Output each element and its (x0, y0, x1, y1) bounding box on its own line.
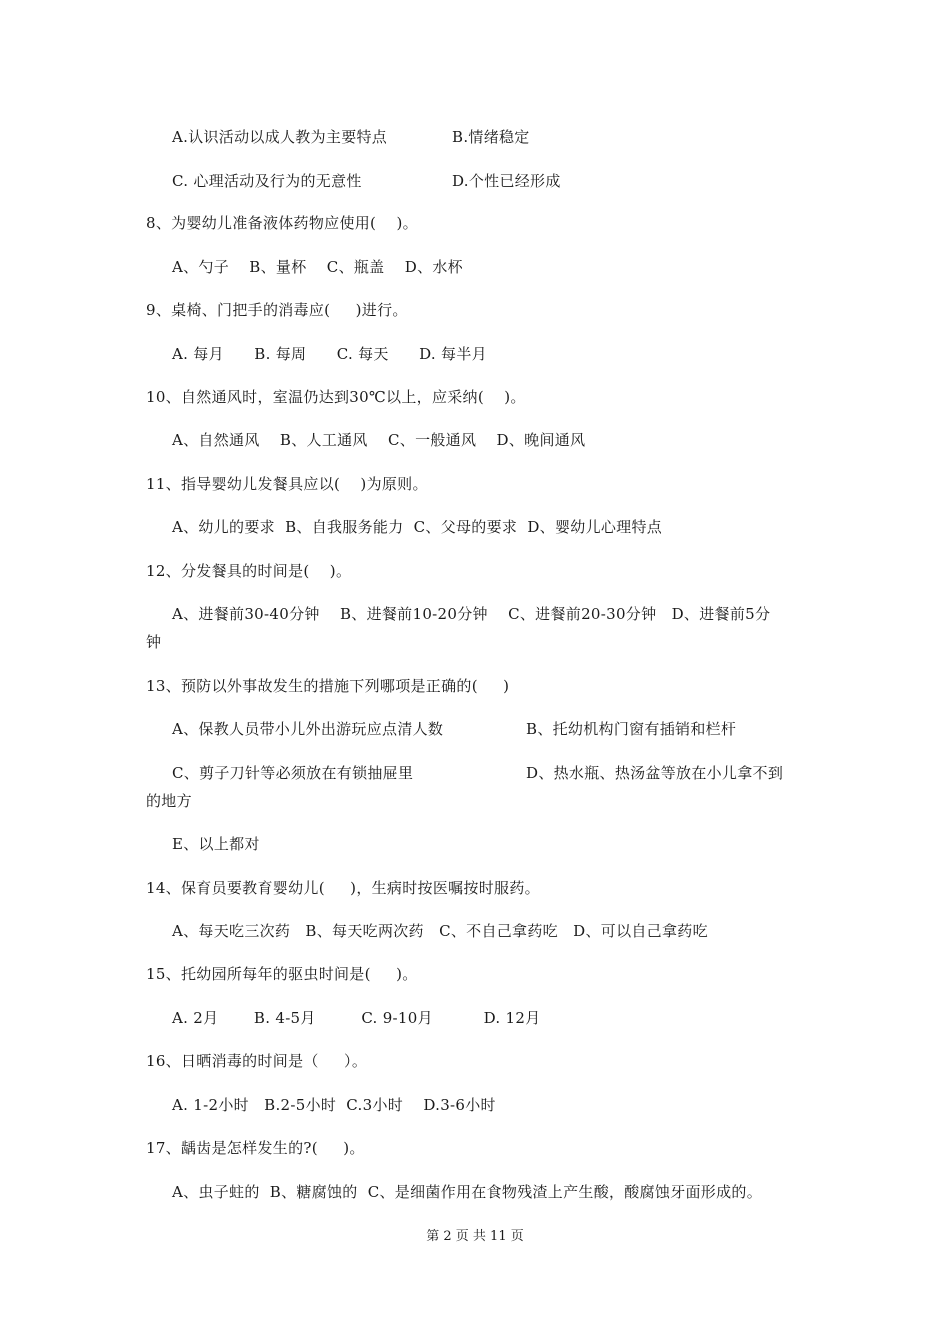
q9-options: A. 每月 B. 每周 C. 每天 D. 每半月 (172, 345, 487, 363)
q13-option-e: E、以上都对 (172, 835, 260, 853)
q7-option-d: D.个性已经形成 (452, 172, 561, 190)
q13-option-d-wrap: 的地方 (146, 792, 192, 810)
q15-options: A. 2月 B. 4-5月 C. 9-10月 D. 12月 (172, 1009, 541, 1027)
question-8: 8、为婴幼儿准备液体药物应使用( )。 (146, 214, 418, 232)
q14-options: A、每天吃三次药 B、每天吃两次药 C、不自己拿药吃 D、可以自己拿药吃 (172, 922, 708, 940)
question-10: 10、自然通风时，室温仍达到30℃以上，应采纳( )。 (146, 388, 526, 406)
q16-options: A. 1-2小时 B.2-5小时 C.3小时 D.3-6小时 (172, 1096, 496, 1114)
q7-option-c: C. 心理活动及行为的无意性 (172, 172, 362, 190)
q12-options-wrap: 钟 (146, 633, 162, 651)
q12-options: A、进餐前30-40分钟 B、进餐前10-20分钟 C、进餐前20-30分钟 D、进餐前5分 (172, 605, 771, 623)
question-16: 16、日晒消毒的时间是（ ）。 (146, 1052, 368, 1070)
q11-options: A、幼儿的要求 B、自我服务能力 C、父母的要求 D、婴幼儿心理特点 (172, 518, 663, 536)
question-15: 15、托幼园所每年的驱虫时间是( )。 (146, 965, 418, 983)
question-14: 14、保育员要教育婴幼儿( )，生病时按医嘱按时服药。 (146, 879, 540, 897)
q7-option-a: A.认识活动以成人教为主要特点 (172, 128, 388, 146)
question-12: 12、分发餐具的时间是( )。 (146, 562, 352, 580)
q13-option-c: C、剪子刀针等必须放在有锁抽屉里 (172, 764, 414, 782)
q10-options: A、自然通风 B、人工通风 C、一般通风 D、晚间通风 (172, 431, 586, 449)
q17-options: A、虫子蛀的 B、糖腐蚀的 C、是细菌作用在食物残渣上产生酸，酸腐蚀牙面形成的。 (172, 1183, 763, 1201)
question-9: 9、桌椅、门把手的消毒应( )进行。 (146, 301, 408, 319)
q8-options: A、勺子 B、量杯 C、瓶盖 D、水杯 (172, 258, 463, 276)
q7-option-b: B.情绪稳定 (452, 128, 530, 146)
q13-option-d: D、热水瓶、热汤盆等放在小儿拿不到 (526, 764, 784, 782)
q13-option-b: B、托幼机构门窗有插销和栏杆 (526, 720, 737, 738)
page-number-footer: 第 2 页 共 11 页 (426, 1229, 524, 1244)
question-13: 13、预防以外事故发生的措施下列哪项是正确的( ) (146, 677, 510, 695)
q13-option-a: A、保教人员带小儿外出游玩应点清人数 (172, 720, 444, 738)
question-17: 17、龋齿是怎样发生的?( )。 (146, 1139, 365, 1157)
question-11: 11、指导婴幼儿发餐具应以( )为原则。 (146, 475, 428, 493)
